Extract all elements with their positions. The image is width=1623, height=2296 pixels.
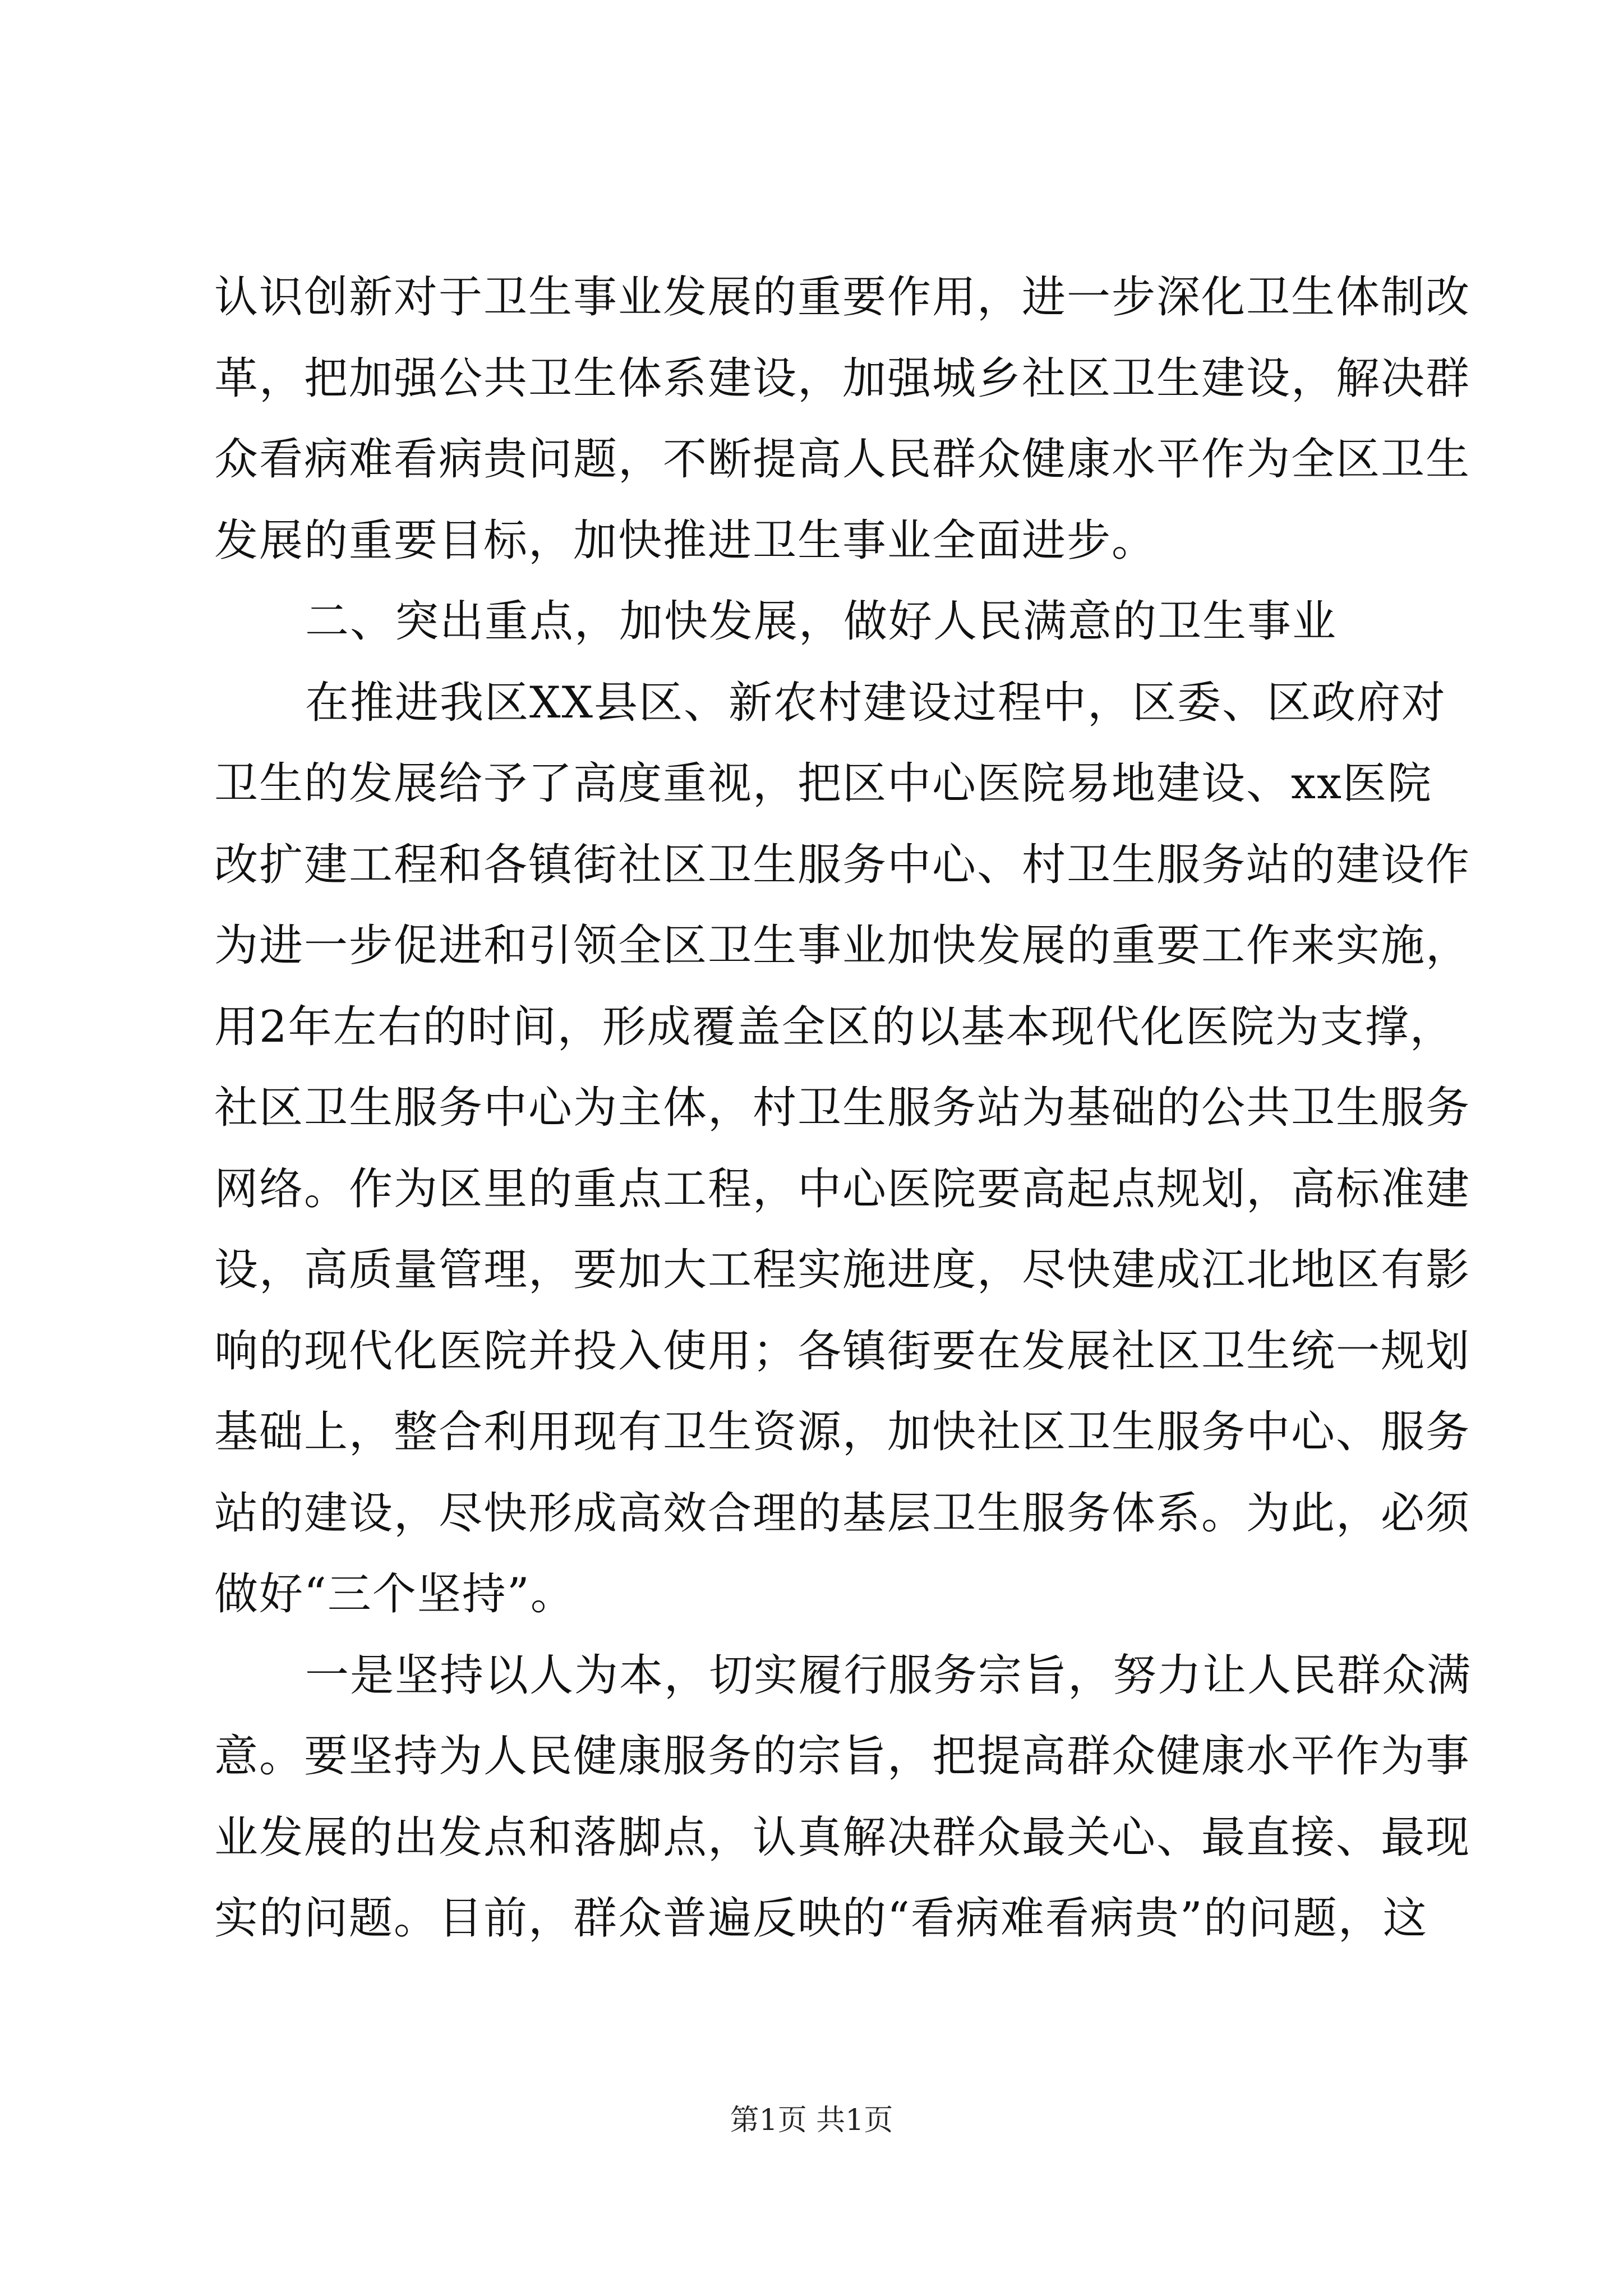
text-line: 实的问题。目前，群众普遍反映的“看病难看病贵”的问题，这 bbox=[214, 1893, 1428, 1944]
text-line: 革，把加强公共卫生体系建设，加强城乡社区卫生建设，解决群 bbox=[214, 353, 1471, 404]
text-line: 为进一步促进和引领全区卫生事业加快发展的重要工作来实施， bbox=[214, 921, 1471, 971]
text-line: 社区卫生服务中心为主体，村卫生服务站为基础的公共卫生服务 bbox=[214, 1083, 1471, 1133]
text-line: 响的现代化医院并投入使用；各镇街要在发展社区卫生统一规划 bbox=[214, 1326, 1471, 1377]
text-line: 业发展的出发点和落脚点，认真解决群众最关心、最直接、最现 bbox=[214, 1812, 1471, 1863]
text-line: 二、突出重点，加快发展，做好人民满意的卫生事业 bbox=[305, 596, 1338, 647]
text-line: 改扩建工程和各镇街社区卫生服务中心、村卫生服务站的建设作 bbox=[214, 839, 1471, 890]
text-line: 意。要坚持为人民健康服务的宗旨，把提高群众健康水平作为事 bbox=[214, 1731, 1471, 1782]
text-line: 在推进我区XX县区、新农村建设过程中，区委、区政府对 bbox=[305, 677, 1447, 728]
body-text bbox=[214, 257, 1472, 1959]
text-line: 用2年左右的时间，形成覆盖全区的以基本现代化医院为支撑， bbox=[214, 1001, 1455, 1052]
text-line: 站的建设，尽快形成高效合理的基层卫生服务体系。为此，必须 bbox=[214, 1488, 1471, 1539]
text-line: 众看病难看病贵问题，不断提高人民群众健康水平作为全区卫生 bbox=[214, 434, 1471, 485]
text-line: 做好“三个坚持”。 bbox=[214, 1569, 575, 1619]
text-line: 一是坚持以人为本，切实履行服务宗旨，努力让人民群众满 bbox=[305, 1650, 1472, 1701]
text-line: 网络。作为区里的重点工程，中心医院要高起点规划，高标准建 bbox=[214, 1163, 1471, 1214]
text-line: 设，高质量管理，要加大工程实施进度，尽快建成江北地区有影 bbox=[214, 1245, 1471, 1295]
text-line: 基础上，整合利用现有卫生资源，加快社区卫生服务中心、服务 bbox=[214, 1407, 1471, 1457]
text-line: 卫生的发展给予了高度重视，把区中心医院易地建设、xx医院 bbox=[214, 758, 1432, 809]
text-line: 发展的重要目标，加快推进卫生事业全面进步。 bbox=[214, 515, 1157, 566]
page-footer: 第1页 共1页 bbox=[730, 2104, 893, 2137]
text-line: 认识创新对于卫生事业发展的重要作用，进一步深化卫生体制改 bbox=[214, 272, 1471, 323]
